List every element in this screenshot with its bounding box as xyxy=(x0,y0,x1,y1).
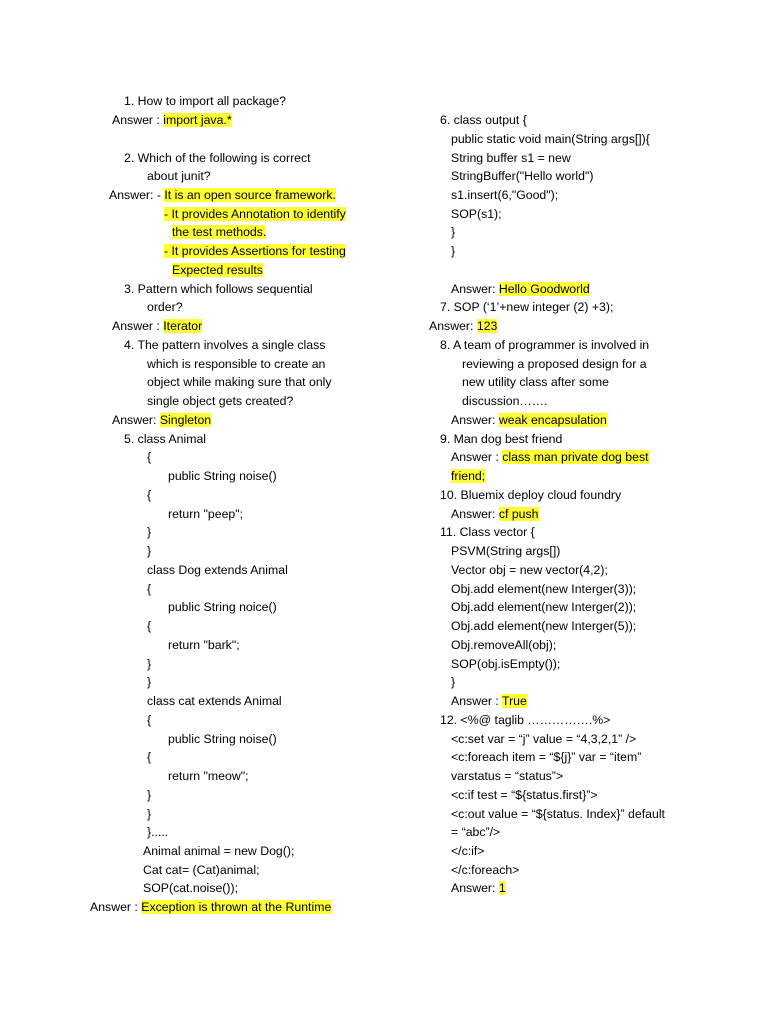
left-column-line xyxy=(168,505,243,523)
left-column-line xyxy=(124,280,313,298)
highlighted-answer-text: - It provides Annotation to identify xyxy=(164,207,346,221)
line-text: { xyxy=(147,713,152,727)
right-column-line xyxy=(451,149,571,167)
line-text: { xyxy=(147,750,152,764)
left-column-line xyxy=(147,373,332,391)
left-column-line xyxy=(143,879,238,897)
right-column-line xyxy=(451,242,455,260)
line-text: }..... xyxy=(147,825,169,839)
line-text: SOP(cat.noise()); xyxy=(143,881,238,895)
left-column-line xyxy=(172,261,263,279)
left-column-line xyxy=(109,186,336,204)
right-column-line xyxy=(451,842,485,860)
highlighted-answer-text: cf push xyxy=(498,507,539,521)
right-column-line xyxy=(451,186,558,204)
line-text: 2. Which of the following is correct xyxy=(124,151,311,165)
right-column-line xyxy=(451,223,455,241)
left-column-line xyxy=(164,242,346,260)
line-text: </c:foreach> xyxy=(451,863,520,877)
left-column-line xyxy=(147,167,211,185)
right-column-line xyxy=(451,636,556,654)
right-column-line xyxy=(451,823,500,841)
right-column-line xyxy=(451,205,502,223)
line-text: order? xyxy=(147,300,183,314)
left-column-line xyxy=(168,636,240,654)
line-text: <c:out value = “${status. Index}” default xyxy=(451,807,665,821)
line-text: return "peep"; xyxy=(168,507,244,521)
left-column-line xyxy=(147,748,151,766)
highlighted-answer-text: friend; xyxy=(451,469,486,483)
line-text: } xyxy=(451,225,456,239)
right-column-line xyxy=(429,317,497,335)
left-column-line xyxy=(147,355,325,373)
right-column-line xyxy=(451,467,485,485)
right-column-line xyxy=(440,523,535,541)
line-text: varstatus = “status”> xyxy=(451,769,564,783)
right-column-line xyxy=(440,430,562,448)
line-text: discussion……. xyxy=(462,394,548,408)
line-text: Obj.removeAll(obj); xyxy=(451,638,557,652)
line-text: 11. Class vector { xyxy=(440,525,535,539)
line-text: PSVM(String args[]) xyxy=(451,544,561,558)
line-text: public String noise() xyxy=(168,469,277,483)
left-column-line xyxy=(147,486,151,504)
left-column-line xyxy=(168,767,249,785)
line-text: Vector obj = new vector(4,2); xyxy=(451,563,608,577)
right-column-line xyxy=(440,486,621,504)
right-column-line xyxy=(462,373,609,391)
highlighted-answer-text: 123 xyxy=(476,319,498,333)
right-column-line xyxy=(440,711,610,729)
line-text: public String noise() xyxy=(168,732,277,746)
line-text: 9. Man dog best friend xyxy=(440,432,563,446)
line-text: = “abc”/> xyxy=(451,825,501,839)
right-column-line xyxy=(451,280,590,298)
line-text: 8. A team of programmer is involved in xyxy=(440,338,650,352)
left-column-line xyxy=(147,655,151,673)
line-text: 12. <%@ taglib …………….%> xyxy=(440,713,611,727)
left-column-line xyxy=(124,336,325,354)
line-text: Answer: xyxy=(112,413,160,427)
right-column-line xyxy=(451,617,636,635)
right-column-line xyxy=(451,411,607,429)
left-column-line xyxy=(124,430,206,448)
right-column-line xyxy=(451,655,560,673)
left-column-line xyxy=(147,523,151,541)
highlighted-answer-text: Exception is thrown at the Runtime xyxy=(141,900,332,914)
line-text: { xyxy=(147,488,152,502)
line-text: return "bark"; xyxy=(168,638,240,652)
highlighted-answer-text: 1 xyxy=(498,881,506,895)
line-text: { xyxy=(147,619,152,633)
right-column-line xyxy=(451,505,539,523)
line-text: public static void main(String args[]){ xyxy=(451,132,650,146)
right-column-line xyxy=(451,561,608,579)
line-text: <c:if test = “${status.first}”> xyxy=(451,788,598,802)
line-text: <c:set var = “j” value = “4,3,2,1” /> xyxy=(451,732,637,746)
left-column-line xyxy=(147,805,151,823)
line-text: <c:foreach item = “${j}” var = “item” xyxy=(451,750,642,764)
right-column-line xyxy=(451,167,593,185)
line-text: } xyxy=(451,244,456,258)
left-column-line xyxy=(147,561,288,579)
highlighted-answer-text: - It provides Assertions for testing xyxy=(164,244,346,258)
line-text: 6. class output { xyxy=(440,113,527,127)
line-text: class cat extends Animal xyxy=(147,694,282,708)
left-column-line xyxy=(124,92,286,110)
left-column-line xyxy=(112,317,202,335)
line-text: } xyxy=(451,675,456,689)
right-column-line xyxy=(451,130,650,148)
line-text: which is responsible to create an xyxy=(147,357,326,371)
right-column-line xyxy=(451,805,665,823)
left-column-line xyxy=(112,111,232,129)
highlighted-answer-text: It is an open source framework. xyxy=(164,188,336,202)
line-text: Animal animal = new Dog(); xyxy=(143,844,295,858)
right-column-line xyxy=(451,786,598,804)
line-text: } xyxy=(147,675,152,689)
line-text: Answer : xyxy=(90,900,142,914)
right-column-line xyxy=(451,879,506,897)
line-text: 7. SOP (‘1’+new integer (2) +3); xyxy=(440,300,614,314)
line-text: about junit? xyxy=(147,169,211,183)
line-text: new utility class after some xyxy=(462,375,609,389)
left-column-line xyxy=(147,711,151,729)
line-text: reviewing a proposed design for a xyxy=(462,357,647,371)
line-text: SOP(obj.isEmpty()); xyxy=(451,657,561,671)
left-column-line xyxy=(147,786,151,804)
right-column-line xyxy=(451,861,519,879)
right-column-line xyxy=(451,748,641,766)
left-column-line xyxy=(172,223,266,241)
right-column-line xyxy=(462,355,647,373)
left-column-line xyxy=(168,598,277,616)
left-column-line xyxy=(147,542,151,560)
highlighted-answer-text: weak encapsulation xyxy=(498,413,607,427)
line-text: 10. Bluemix deploy cloud foundry xyxy=(440,488,622,502)
line-text: Answer : xyxy=(451,450,503,464)
right-column-line xyxy=(462,392,547,410)
line-text: { xyxy=(147,582,152,596)
line-text: } xyxy=(147,525,152,539)
line-text: } xyxy=(147,788,152,802)
left-column-line xyxy=(147,823,168,841)
highlighted-answer-text: class man private dog best xyxy=(502,450,649,464)
left-column-line xyxy=(168,730,277,748)
line-text: Answer: xyxy=(451,507,499,521)
left-column-line xyxy=(124,149,311,167)
line-text: Answer: xyxy=(429,319,477,333)
highlighted-answer-text: Expected results xyxy=(172,263,263,277)
line-text: Obj.add element(new Interger(2)); xyxy=(451,600,637,614)
line-text: } xyxy=(147,544,152,558)
line-text: Answer : xyxy=(451,694,503,708)
right-column-line xyxy=(451,730,636,748)
right-column-line xyxy=(440,111,527,129)
line-text: Obj.add element(new Interger(5)); xyxy=(451,619,637,633)
line-text: String buffer s1 = new xyxy=(451,151,571,165)
left-column-line xyxy=(147,580,151,598)
line-text: Answer : xyxy=(112,319,164,333)
right-column-line xyxy=(451,767,563,785)
left-column-line xyxy=(147,673,151,691)
highlighted-answer-text: Hello Goodworld xyxy=(498,282,590,296)
left-column-line xyxy=(147,692,282,710)
right-column-line xyxy=(451,598,636,616)
highlighted-answer-text: Singleton xyxy=(159,413,212,427)
right-column-line xyxy=(451,448,649,466)
right-column-line xyxy=(451,580,636,598)
line-text: Answer: - xyxy=(109,188,165,202)
line-text: 3. Pattern which follows sequential xyxy=(124,282,313,296)
left-column-line xyxy=(143,861,260,879)
line-text: { xyxy=(147,450,152,464)
left-column-line xyxy=(90,898,331,916)
right-column-line xyxy=(440,336,649,354)
left-column-line xyxy=(164,205,346,223)
line-text: } xyxy=(147,807,152,821)
line-text: 5. class Animal xyxy=(124,432,207,446)
left-column-line xyxy=(147,392,293,410)
line-text: Cat cat= (Cat)animal; xyxy=(143,863,260,877)
line-text: Answer : xyxy=(112,113,164,127)
highlighted-answer-text: the test methods. xyxy=(172,225,267,239)
left-column-line xyxy=(147,617,151,635)
right-column-line xyxy=(451,692,527,710)
left-column-line xyxy=(147,448,151,466)
right-column-line xyxy=(451,673,455,691)
right-column-line xyxy=(440,298,613,316)
left-column-line xyxy=(143,842,294,860)
highlighted-answer-text: import java.* xyxy=(163,113,232,127)
line-text: 4. The pattern involves a single class xyxy=(124,338,326,352)
line-text: Answer: xyxy=(451,413,499,427)
line-text: Answer: xyxy=(451,881,499,895)
highlighted-answer-text: True xyxy=(502,694,527,708)
line-text: Answer: xyxy=(451,282,499,296)
highlighted-answer-text: Iterator xyxy=(163,319,203,333)
line-text: single object gets created? xyxy=(147,394,294,408)
line-text: class Dog extends Animal xyxy=(147,563,288,577)
line-text: object while making sure that only xyxy=(147,375,332,389)
line-text: StringBuffer("Hello world") xyxy=(451,169,594,183)
left-column-line xyxy=(147,298,183,316)
line-text: s1.insert(6,"Good"); xyxy=(451,188,559,202)
left-column-line xyxy=(112,411,211,429)
line-text: SOP(s1); xyxy=(451,207,502,221)
left-column-line xyxy=(168,467,277,485)
line-text: Obj.add element(new Interger(3)); xyxy=(451,582,637,596)
line-text: } xyxy=(147,657,152,671)
line-text: 1. How to import all package? xyxy=(124,94,286,108)
line-text: public String noice() xyxy=(168,600,277,614)
line-text: return "meow"; xyxy=(168,769,249,783)
line-text: </c:if> xyxy=(451,844,485,858)
right-column-line xyxy=(451,542,560,560)
